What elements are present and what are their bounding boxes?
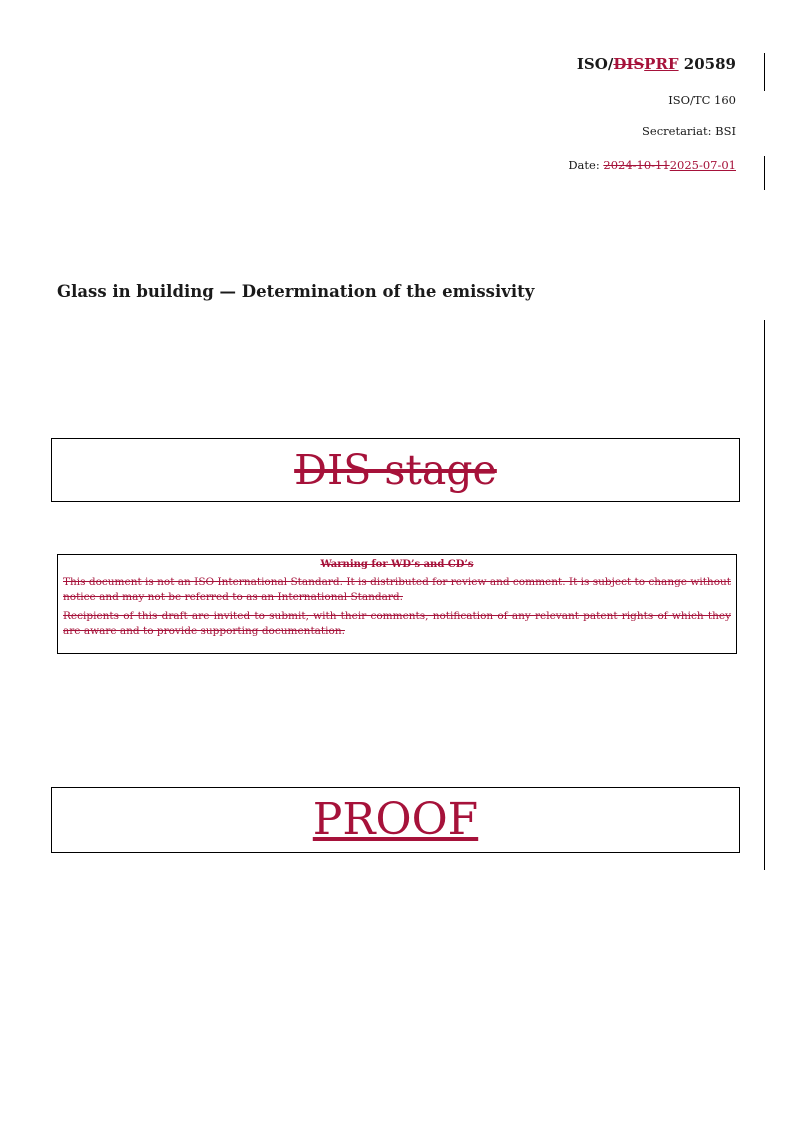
stage-box	[51, 438, 740, 502]
warning-paragraph-2: Recipients of this draft are invited to submit, with their comments, notification of any relevant patent rights of which they are aware and to provide supporting documentation.	[63, 610, 731, 637]
standard-number-suffix: 20589	[678, 55, 736, 73]
deleted-stage-code: DIS	[613, 55, 645, 73]
warning-heading: Warning for WD’s and CD’s	[320, 559, 474, 570]
committee-label: ISO/TC 160	[668, 93, 736, 107]
warning-box	[57, 554, 737, 654]
warning-paragraph-1: This document is not an ISO International Standard. It is distributed for review and comment. It is subject to change without notice and may not be referred to as an International Standard.	[63, 576, 731, 603]
date-line	[568, 158, 736, 172]
change-bar-date	[764, 156, 765, 190]
proof-text: PROOF	[312, 794, 479, 845]
standard-prefix: ISO/	[576, 55, 614, 73]
document-title: Glass in building — Determination of the emissivity	[57, 282, 535, 301]
inserted-stage-code: PRF	[644, 55, 679, 73]
change-bar-number	[764, 53, 765, 91]
standard-number	[577, 55, 736, 73]
change-bar-body	[764, 320, 765, 870]
inserted-date: 2025-07-01	[669, 158, 736, 172]
stage-text: DIS stage	[294, 445, 497, 494]
proof-box	[51, 787, 740, 853]
secretariat-label: Secretariat: BSI	[642, 124, 736, 138]
date-label: Date:	[568, 158, 604, 172]
deleted-date: 2024-10-11	[603, 158, 670, 172]
